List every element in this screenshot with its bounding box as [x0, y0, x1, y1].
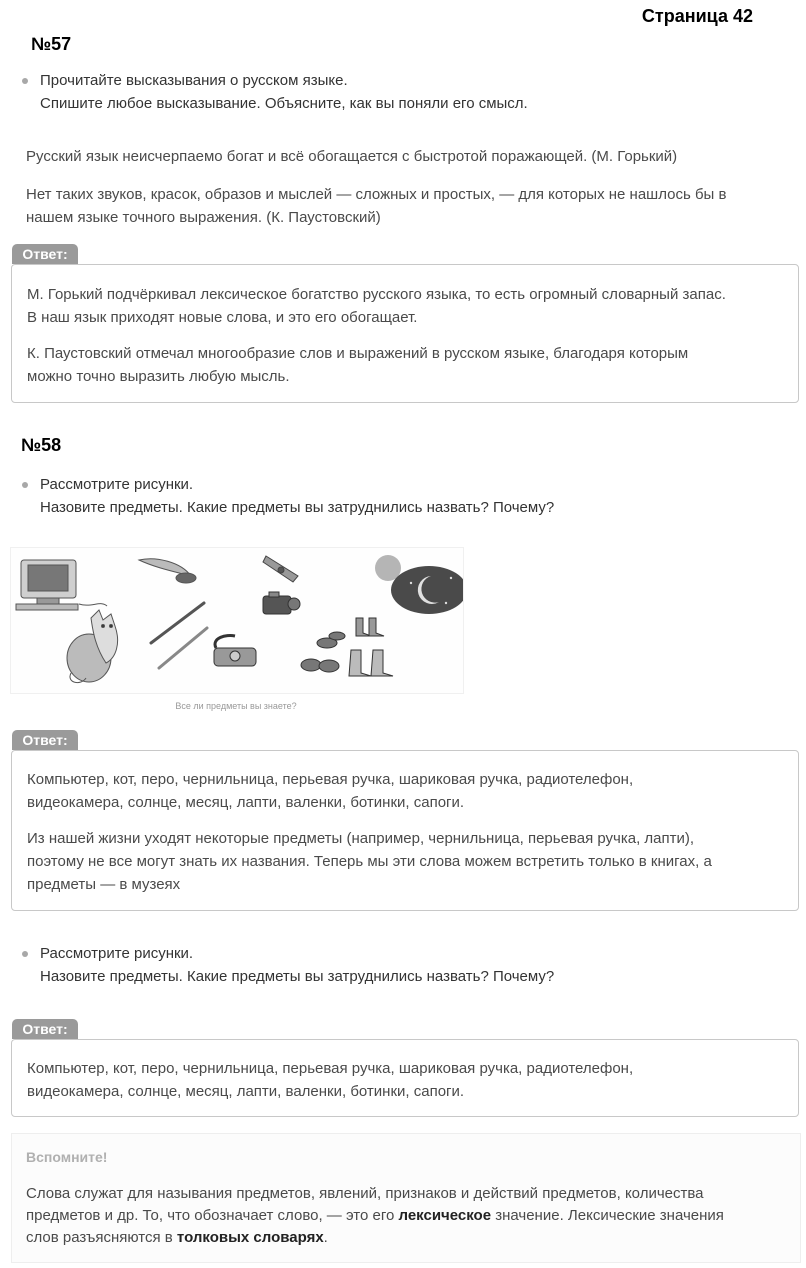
objects-illustration-drawing	[11, 548, 463, 693]
quote-gorky: Русский язык неисчерпаемо богат и всё обогащается с быстротой поражающей. (М. Горький)	[26, 148, 678, 165]
instruction-line: Прочитайте высказывания о русском языке.	[40, 72, 348, 89]
instruction-line: Назовите предметы. Какие предметы вы затруднились назвать? Почему?	[40, 968, 555, 985]
bold-term: лексическое	[398, 1207, 492, 1224]
bullet-icon	[22, 951, 28, 957]
answer-box-58	[11, 750, 799, 911]
moon-icon	[391, 566, 463, 614]
answer-paragraph: Компьютер, кот, перо, чернильница, перьевая ручка, шариковая ручка, радиотелефон, видеокамера, солнце, месяц, лапти, валенки, ботинки, сапоги.	[27, 771, 634, 811]
task-58-number: №58	[21, 435, 62, 455]
radiotelephone-icon	[263, 556, 298, 582]
instruction-line: Спишите любое высказывание. Объясните, как вы поняли его смысл.	[40, 95, 528, 112]
quote-paustovsky	[26, 183, 726, 229]
quote-line: Нет таких звуков, красок, образов и мыслей — сложных и простых, — для которых не нашлось бы в	[26, 186, 727, 203]
answer-paragraph: Компьютер, кот, перо, чернильница, перьевая ручка, шариковая ручка, радиотелефон, видеокамера, солнце, месяц, лапти, валенки, ботинки, сапоги.	[27, 1060, 634, 1100]
instruction-line: Рассмотрите рисунки.	[40, 476, 194, 493]
video-camera-icon	[263, 592, 300, 614]
objects-illustration	[10, 547, 464, 694]
feather-icon	[139, 559, 196, 583]
answer-label: Ответ:	[12, 244, 78, 264]
bast-shoes-icon	[301, 632, 345, 672]
remember-title: Вспомните!	[26, 1149, 108, 1165]
answer-box-57	[11, 264, 799, 403]
answer-paragraph: М. Горький подчёркивал лексическое богатство русского языка, то есть огромный словарный запас. В наш язык приходят новые слова, и это его обогащает.	[27, 286, 726, 326]
bullet-icon	[22, 482, 28, 488]
bullet-icon	[22, 78, 28, 84]
answer-box-58b	[11, 1039, 799, 1117]
remember-text: Слова служат для называния предметов, явлений, признаков и действий предметов, количества предметов и др. То, что обозначает слово, — это его лексическое значение. Лексические значения слов разъясняются в толковых словарях.	[26, 1185, 724, 1246]
remember-box	[11, 1133, 801, 1263]
answer-paragraph: Из нашей жизни уходят некоторые предметы (например, чернильница, перьевая ручка, лапти), поэтому не все могут знать их названия. Теперь мы эти слова можем встретить только в книгах, а предметы — в музеях	[27, 830, 712, 893]
boots-icon	[349, 650, 393, 676]
task-58b-instruction	[22, 942, 554, 988]
page-number: Страница 42	[641, 6, 753, 26]
task-57-number: №57	[31, 34, 72, 54]
answer-label: Ответ:	[12, 730, 78, 750]
task-58-instruction	[22, 473, 554, 519]
answer-label: Ответ:	[12, 1019, 78, 1039]
figure-caption: Все ли предметы вы знаете?	[175, 701, 297, 711]
quote-line: нашем языке точного выражения. (К. Паустовский)	[26, 209, 381, 226]
felt-boots-icon	[356, 618, 384, 636]
task-57-instruction	[22, 69, 528, 115]
answer-paragraph: К. Паустовский отмечал многообразие слов и выражений в русском языке, благодаря которым можно точно выразить любую мысль.	[27, 345, 689, 385]
cat-icon	[67, 610, 118, 683]
bold-term: толковых словарях	[176, 1229, 324, 1246]
instruction-line: Назовите предметы. Какие предметы вы затруднились назвать? Почему?	[40, 499, 555, 516]
instruction-line: Рассмотрите рисунки.	[40, 945, 194, 962]
pen-icon	[151, 603, 207, 668]
computer-icon	[16, 560, 107, 610]
telephone-icon	[214, 636, 256, 667]
